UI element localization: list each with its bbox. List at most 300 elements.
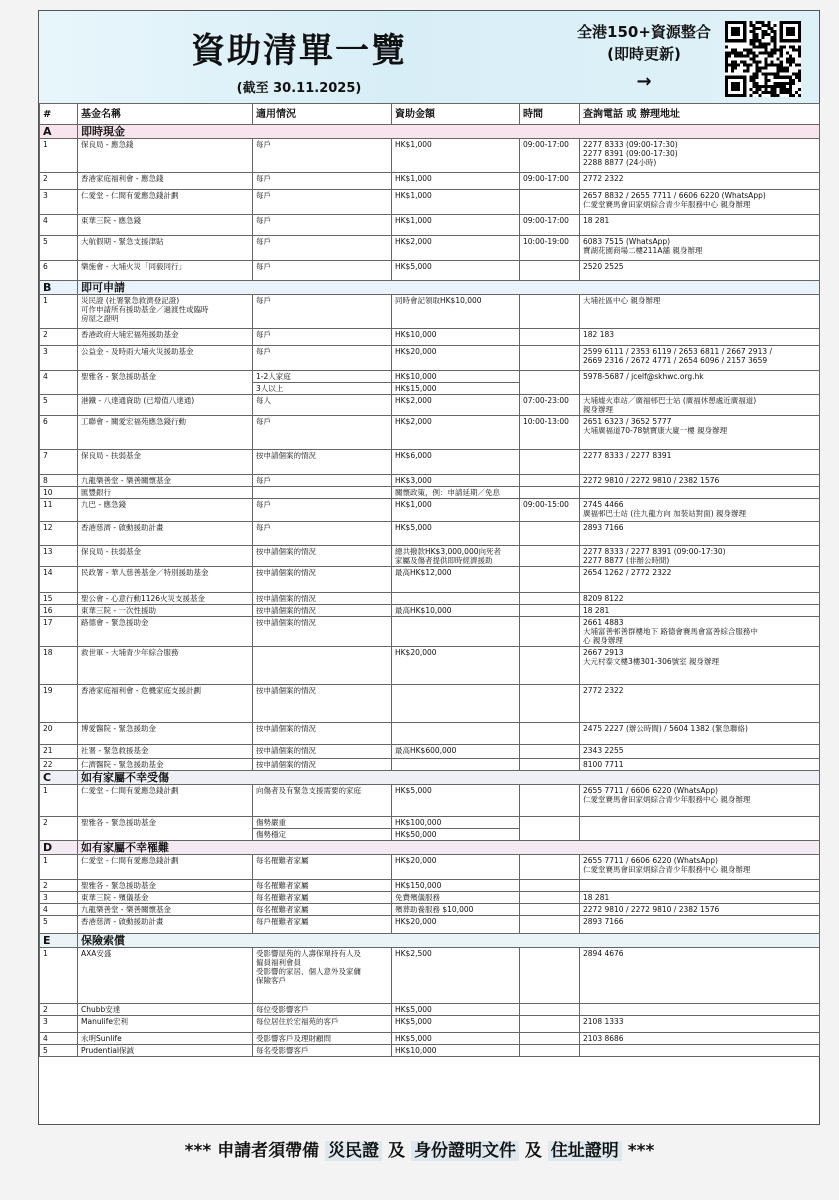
contact-info: 大埔社區中心 親身辦理: [580, 295, 820, 329]
funding-amount: [392, 617, 520, 647]
section-header-d: [40, 841, 820, 855]
contact-info: 2103 8686: [580, 1033, 820, 1045]
row-number: 22: [40, 759, 78, 771]
service-hours: [520, 346, 580, 371]
table-row: [40, 593, 820, 605]
row-number: 11: [40, 499, 78, 522]
table-row: [40, 880, 820, 892]
funding-amount: 最高HK$600,000: [392, 745, 520, 759]
fund-name: Prudential保誠: [78, 1045, 253, 1057]
applicable-condition: 每戶: [253, 475, 392, 487]
contact-info: 2599 6111 / 2353 6119 / 2653 6811 / 2667 2913 / 2669 2316 / 2672 4771 / 2654 6096 / 2157 3659: [580, 346, 820, 371]
service-hours: [520, 593, 580, 605]
applicable-condition: [253, 487, 392, 499]
service-hours: [520, 759, 580, 771]
applicable-condition: 每人: [253, 395, 392, 416]
funding-amount: HK$20,000: [392, 916, 520, 934]
contact-info: 2893 7166: [580, 522, 820, 546]
applicable-condition: 按申請個案的情況: [253, 450, 392, 475]
section-header-b: [40, 281, 820, 295]
funding-amount: HK$20,000: [392, 647, 520, 685]
funding-amount: 總共撥款HK$3,000,000向死者 家屬及傷者提供即時經濟援助: [392, 546, 520, 567]
funding-amount: [392, 685, 520, 723]
funding-amount: HK$6,000: [392, 450, 520, 475]
contact-info: 18 281: [580, 892, 820, 904]
fund-name: Manulife宏利: [78, 1016, 253, 1033]
row-number: 14: [40, 567, 78, 593]
table-row: [40, 522, 820, 546]
contact-info: 大埔墟火車站／廣福邨巴士站 (廣福休憩處近廣福道) 親身辦理: [580, 395, 820, 416]
section-title: 保險索償: [78, 934, 820, 948]
service-hours: [520, 685, 580, 723]
service-hours: [520, 450, 580, 475]
fund-name: 九龍樂善堂 - 樂善關懷基金: [78, 475, 253, 487]
row-number: 12: [40, 522, 78, 546]
fund-name: 仁愛堂 - 仁間有愛應急錢計劃: [78, 785, 253, 817]
contact-info: 2667 2913 大元村泰文樓3樓301-306號室 親身辦理: [580, 647, 820, 685]
applicable-condition: [253, 647, 392, 685]
funding-amount: HK$1,000: [392, 139, 520, 173]
contact-info: 2475 2227 (辦公時間) / 5604 1382 (緊急聯絡): [580, 723, 820, 745]
fund-name: AXA安盛: [78, 948, 253, 1004]
section-letter: E: [40, 934, 78, 948]
applicable-condition: 每戶: [253, 261, 392, 281]
contact-info: [580, 1045, 820, 1057]
row-number: 3: [40, 892, 78, 904]
funding-amount: HK$5,000: [392, 522, 520, 546]
fund-name: 仁愛堂 - 仁間有愛應急錢計劃: [78, 190, 253, 215]
table-row: [40, 139, 820, 173]
contact-info: 2343 2255: [580, 745, 820, 759]
row-number: 2: [40, 1004, 78, 1016]
fund-name: 樂施會 - 大埔火災「同毅同行」: [78, 261, 253, 281]
row-number: 2: [40, 173, 78, 190]
column-header: 時間: [520, 104, 580, 125]
fund-name: 災民證 (社署緊急救濟登記證) 可作申請所有援助基金／過渡性或臨時 房屋之證明: [78, 295, 253, 329]
contact-info: 2655 7711 / 6606 6220 (WhatsApp) 仁愛堂賽馬會田家炳綜合青少年服務中心 親身辦理: [580, 785, 820, 817]
funding-amount: HK$2,000: [392, 416, 520, 450]
service-hours: [520, 1045, 580, 1057]
column-header: #: [40, 104, 78, 125]
service-hours: 09:00-17:00: [520, 173, 580, 190]
row-number: 15: [40, 593, 78, 605]
contact-info: 2277 8333 (09:00-17:30) 2277 8391 (09:00-17:30) 2288 8877 (24小時): [580, 139, 820, 173]
applicable-condition: 每戶: [253, 499, 392, 522]
applicable-condition: 按申請個案的情況: [253, 745, 392, 759]
service-hours: 09:00-15:00: [520, 499, 580, 522]
fund-name: 保良局 - 應急錢: [78, 139, 253, 173]
fund-name: 匯豐銀行: [78, 487, 253, 499]
contact-info: [580, 1004, 820, 1016]
applicable-condition: 按申請個案的情況: [253, 759, 392, 771]
funding-amount: [392, 759, 520, 771]
service-hours: [520, 546, 580, 567]
applicable-condition: 每名受影響客戶: [253, 1045, 392, 1057]
funding-amount: HK$5,000: [392, 1016, 520, 1033]
section-header-e: [40, 934, 820, 948]
table-row: [40, 817, 820, 829]
table-row: [40, 617, 820, 647]
section-letter: B: [40, 281, 78, 295]
fund-name: 聖雅各 - 緊急援助基金: [78, 880, 253, 892]
fund-name: 聖公會 - 心意行動1126火災支援基金: [78, 593, 253, 605]
fund-name: 香港政府大埔宏福苑援助基金: [78, 329, 253, 346]
service-hours: [520, 295, 580, 329]
applicable-condition: 3人以上: [253, 383, 392, 395]
table-header-row: [40, 104, 820, 125]
table-row: [40, 1004, 820, 1016]
service-hours: [520, 371, 580, 395]
footer-doc-1: 災民證: [325, 1141, 382, 1161]
service-hours: 09:00-17:00: [520, 139, 580, 173]
section-letter: A: [40, 125, 78, 139]
service-hours: [520, 817, 580, 841]
footer-stars: ***: [627, 1141, 655, 1161]
row-number: 4: [40, 371, 78, 395]
applicable-condition: 每名罹難者家屬: [253, 892, 392, 904]
applicable-condition: 每位居住於宏福苑的客戶: [253, 1016, 392, 1033]
service-hours: [520, 1016, 580, 1033]
applicable-condition: 每戶: [253, 522, 392, 546]
contact-info: 2651 6323 / 3652 5777 大埔廣福道70-78號寶康大廈一樓 親身辦理: [580, 416, 820, 450]
footer-prefix: 申請者須帶備: [217, 1141, 320, 1161]
row-number: 16: [40, 605, 78, 617]
row-number: 19: [40, 685, 78, 723]
contact-info: 2272 9810 / 2272 9810 / 2382 1576: [580, 475, 820, 487]
fund-name: 聖雅各 - 緊急援助基金: [78, 817, 253, 841]
contact-info: 2893 7166: [580, 916, 820, 934]
fund-name: 九巴 - 應急錢: [78, 499, 253, 522]
fund-name: 大航假期 - 緊急支援津貼: [78, 236, 253, 261]
funding-amount: HK$50,000: [392, 829, 520, 841]
funding-amount: HK$20,000: [392, 855, 520, 880]
column-header: 資助金額: [392, 104, 520, 125]
funding-amount: HK$150,000: [392, 880, 520, 892]
section-letter: C: [40, 771, 78, 785]
table-row: [40, 916, 820, 934]
funding-amount: 最高HK$12,000: [392, 567, 520, 593]
contact-info: 2272 9810 / 2272 9810 / 2382 1576: [580, 904, 820, 916]
service-hours: [520, 785, 580, 817]
table-row: [40, 475, 820, 487]
funding-amount: HK$2,500: [392, 948, 520, 1004]
funding-table: [39, 103, 820, 1057]
table-row: [40, 499, 820, 522]
fund-name: 東華三院 - 一次性援助: [78, 605, 253, 617]
service-hours: [520, 190, 580, 215]
applicable-condition: 受影響客戶及理財顧問: [253, 1033, 392, 1045]
funding-amount: HK$1,000: [392, 190, 520, 215]
funding-amount: 最高HK$10,000: [392, 605, 520, 617]
section-letter: D: [40, 841, 78, 855]
service-hours: [520, 487, 580, 499]
table-row: [40, 173, 820, 190]
service-hours: [520, 948, 580, 1004]
applicable-condition: 每戶: [253, 236, 392, 261]
fund-name: 香港家庭福利會 - 危機家庭支援計劃: [78, 685, 253, 723]
row-number: 5: [40, 236, 78, 261]
fund-name: 香港慈濟 - 啟動援助計畫: [78, 522, 253, 546]
section-title: 如有家屬不幸受傷: [78, 771, 820, 785]
funding-amount: HK$100,000: [392, 817, 520, 829]
funding-amount: HK$5,000: [392, 1033, 520, 1045]
service-hours: [520, 904, 580, 916]
funding-amount: HK$1,000: [392, 215, 520, 236]
contact-info: 8209 8122: [580, 593, 820, 605]
section-header-c: [40, 771, 820, 785]
fund-name: 香港家庭福利會 - 應急錢: [78, 173, 253, 190]
contact-info: 6083 7515 (WhatsApp) 寶湖花園商場二樓211A舖 親身辦理: [580, 236, 820, 261]
applicable-condition: 每戶: [253, 173, 392, 190]
service-hours: [520, 745, 580, 759]
contact-info: 2654 1262 / 2772 2322: [580, 567, 820, 593]
footer-note: [0, 1136, 839, 1161]
table-row: [40, 346, 820, 371]
contact-info: 2894 4676: [580, 948, 820, 1004]
contact-info: 2745 4466 廣福邨巴士站 (往九龍方向 加裝站對面) 親身辦理: [580, 499, 820, 522]
page-title: 資助清單一覽: [191, 31, 407, 71]
contact-info: 2520 2525: [580, 261, 820, 281]
service-hours: [520, 567, 580, 593]
service-hours: [520, 475, 580, 487]
row-number: 8: [40, 475, 78, 487]
service-hours: 07:00-23:00: [520, 395, 580, 416]
service-hours: [520, 261, 580, 281]
row-number: 3: [40, 1016, 78, 1033]
service-hours: [520, 880, 580, 892]
funding-amount: HK$1,000: [392, 173, 520, 190]
fund-name: 工聯會 - 關愛宏福苑應急錢行動: [78, 416, 253, 450]
fund-name: 保良局 - 扶弱基金: [78, 546, 253, 567]
service-hours: [520, 723, 580, 745]
section-header-a: [40, 125, 820, 139]
applicable-condition: 向傷者及有緊急支援需要的家庭: [253, 785, 392, 817]
service-hours: 09:00-17:00: [520, 215, 580, 236]
row-number: 1: [40, 948, 78, 1004]
applicable-condition: 每戶: [253, 190, 392, 215]
fund-name: 九龍樂善堂 - 樂善關懷基金: [78, 904, 253, 916]
row-number: 6: [40, 261, 78, 281]
applicable-condition: 按申請個案的情況: [253, 593, 392, 605]
fund-name: 東華三院 - 應急錢: [78, 215, 253, 236]
row-number: 17: [40, 617, 78, 647]
contact-info: 2661 4883 大埔富善邨善群樓地下 路德會賽馬會富善綜合服務中 心 親身辦理: [580, 617, 820, 647]
service-hours: [520, 617, 580, 647]
table-row: [40, 745, 820, 759]
row-number: 4: [40, 215, 78, 236]
qr-code-icon[interactable]: [725, 21, 801, 97]
row-number: 1: [40, 295, 78, 329]
table-row: [40, 785, 820, 817]
applicable-condition: 受影響屋苑的人壽保單持有人及 僱員福利會員 受影響的家居、個人意外及家傭 保險客戶: [253, 948, 392, 1004]
funding-amount: HK$1,000: [392, 499, 520, 522]
row-number: 7: [40, 450, 78, 475]
section-title: 即可申請: [78, 281, 820, 295]
applicable-condition: 每戶: [253, 295, 392, 329]
funding-amount: [392, 723, 520, 745]
table-row: [40, 892, 820, 904]
applicable-condition: 按申請個案的情況: [253, 567, 392, 593]
service-hours: [520, 647, 580, 685]
table-row: [40, 546, 820, 567]
promo-line-2[interactable]: (即時更新): [607, 45, 681, 63]
fund-name: 路德會 - 緊急援助金: [78, 617, 253, 647]
applicable-condition: 每名罹難者家屬: [253, 855, 392, 880]
row-number: 1: [40, 785, 78, 817]
funding-amount: HK$5,000: [392, 1004, 520, 1016]
funding-amount: HK$20,000: [392, 346, 520, 371]
table-row: [40, 948, 820, 1004]
contact-info: 2655 7711 / 6606 6220 (WhatsApp) 仁愛堂賽馬會田家炳綜合青少年服務中心 親身辦理: [580, 855, 820, 880]
row-number: 5: [40, 916, 78, 934]
fund-name: 東華三院 - 殯儀基金: [78, 892, 253, 904]
contact-info: [580, 817, 820, 841]
promo-line-1[interactable]: 全港150+資源整合: [577, 23, 711, 41]
row-number: 6: [40, 416, 78, 450]
funding-amount: HK$15,000: [392, 383, 520, 395]
footer-doc-2: 身份證明文件: [411, 1141, 519, 1161]
table-row: [40, 215, 820, 236]
fund-name: 仁濟醫院 - 緊急援助基金: [78, 759, 253, 771]
funding-amount: 殯葬助養服務 $10,000: [392, 904, 520, 916]
row-number: 13: [40, 546, 78, 567]
section-title: 即時現金: [78, 125, 820, 139]
funding-amount: 關懷政策，例：申請延期／免息: [392, 487, 520, 499]
applicable-condition: 按申請個案的情況: [253, 617, 392, 647]
section-title: 如有家屬不幸罹難: [78, 841, 820, 855]
table-row: [40, 295, 820, 329]
table-row: [40, 605, 820, 617]
row-number: 1: [40, 855, 78, 880]
funding-amount: HK$2,000: [392, 395, 520, 416]
contact-info: 182 183: [580, 329, 820, 346]
column-header: 基金名稱: [78, 104, 253, 125]
funding-amount: 免費殯儀服務: [392, 892, 520, 904]
table-row: [40, 1016, 820, 1033]
table-row: [40, 685, 820, 723]
contact-info: 2108 1333: [580, 1016, 820, 1033]
arrow-right-icon[interactable]: →: [636, 71, 652, 92]
table-row: [40, 371, 820, 383]
row-number: 1: [40, 139, 78, 173]
service-hours: 10:00-13:00: [520, 416, 580, 450]
contact-info: 8100 7711: [580, 759, 820, 771]
fund-name: 仁愛堂 - 仁間有愛應急錢計劃: [78, 855, 253, 880]
as-of-date: (截至 30.11.2025): [236, 81, 362, 96]
table-row: [40, 487, 820, 499]
fund-name: 香港慈濟 - 啟動援助計畫: [78, 916, 253, 934]
table-row: [40, 1045, 820, 1057]
contact-info: 2657 8832 / 2655 7711 / 6606 6220 (WhatsApp) 仁愛堂賽馬會田家炳綜合青少年服務中心 親身辦理: [580, 190, 820, 215]
fund-name: 永明Sunlife: [78, 1033, 253, 1045]
table-row: [40, 450, 820, 475]
table-row: [40, 759, 820, 771]
service-hours: [520, 329, 580, 346]
contact-info: 2772 2322: [580, 173, 820, 190]
applicable-condition: 傷勢穩定: [253, 829, 392, 841]
footer-stars: ***: [184, 1141, 212, 1161]
applicable-condition: 每戶: [253, 139, 392, 173]
fund-name: 港鐵 - 八達通資助 (已增值八達通): [78, 395, 253, 416]
contact-info: 2277 8333 / 2277 8391: [580, 450, 820, 475]
contact-info: [580, 880, 820, 892]
column-header: 查詢電話 或 辦理地址: [580, 104, 820, 125]
funding-amount: 同時會記領取HK$10,000: [392, 295, 520, 329]
footer-and: 及: [524, 1141, 542, 1161]
table-row: [40, 236, 820, 261]
applicable-condition: 每位受影響客戶: [253, 1004, 392, 1016]
service-hours: [520, 522, 580, 546]
table-row: [40, 190, 820, 215]
row-number: 2: [40, 329, 78, 346]
row-number: 18: [40, 647, 78, 685]
funding-amount: HK$2,000: [392, 236, 520, 261]
footer-doc-3: 住址證明: [548, 1141, 622, 1161]
service-hours: [520, 892, 580, 904]
table-row: [40, 261, 820, 281]
table-row: [40, 647, 820, 685]
service-hours: [520, 605, 580, 617]
funding-amount: [392, 593, 520, 605]
table-row: [40, 1033, 820, 1045]
applicable-condition: 按申請個案的情況: [253, 546, 392, 567]
fund-name: 社署 - 緊急救援基金: [78, 745, 253, 759]
applicable-condition: 按申請個案的情況: [253, 685, 392, 723]
table-row: [40, 904, 820, 916]
applicable-condition: 每戶罹難者家屬: [253, 916, 392, 934]
applicable-condition: 傷勢嚴重: [253, 817, 392, 829]
funding-amount: HK$5,000: [392, 261, 520, 281]
fund-name: 保良局 - 扶弱基金: [78, 450, 253, 475]
contact-info: 18 281: [580, 605, 820, 617]
contact-info: 18 281: [580, 215, 820, 236]
applicable-condition: 每戶: [253, 416, 392, 450]
table-row: [40, 416, 820, 450]
row-number: 3: [40, 346, 78, 371]
table-row: [40, 567, 820, 593]
funding-amount: HK$10,000: [392, 329, 520, 346]
fund-name: Chubb安達: [78, 1004, 253, 1016]
table-row: [40, 723, 820, 745]
applicable-condition: 每名罹難者家屬: [253, 904, 392, 916]
table-row: [40, 329, 820, 346]
contact-info: 5978-5687 / jcelf@skhwc.org.hk: [580, 371, 820, 395]
funding-amount: HK$10,000: [392, 1045, 520, 1057]
row-number: 4: [40, 904, 78, 916]
applicable-condition: 1-2人家庭: [253, 371, 392, 383]
funding-amount: HK$3,000: [392, 475, 520, 487]
service-hours: [520, 1033, 580, 1045]
contact-info: 2277 8333 / 2277 8391 (09:00-17:30) 2277 8877 (非辦公時間): [580, 546, 820, 567]
row-number: 2: [40, 880, 78, 892]
table-row: [40, 395, 820, 416]
fund-name: 救世軍 - 大埔青少年綜合服務: [78, 647, 253, 685]
row-number: 2: [40, 817, 78, 841]
row-number: 5: [40, 395, 78, 416]
header-banner: [39, 11, 819, 104]
fund-name: 民政署 - 華人慈善基金／特別援助基金: [78, 567, 253, 593]
fund-name: 博愛醫院 - 緊急援助金: [78, 723, 253, 745]
contact-info: 2772 2322: [580, 685, 820, 723]
row-number: 20: [40, 723, 78, 745]
footer-and: 及: [388, 1141, 406, 1161]
fund-name: 聖雅各 - 緊急援助基金: [78, 371, 253, 395]
applicable-condition: 每戶: [253, 346, 392, 371]
funding-list-sheet: [38, 10, 820, 1125]
service-hours: [520, 1004, 580, 1016]
applicable-condition: 每名罹難者家屬: [253, 880, 392, 892]
row-number: 4: [40, 1033, 78, 1045]
